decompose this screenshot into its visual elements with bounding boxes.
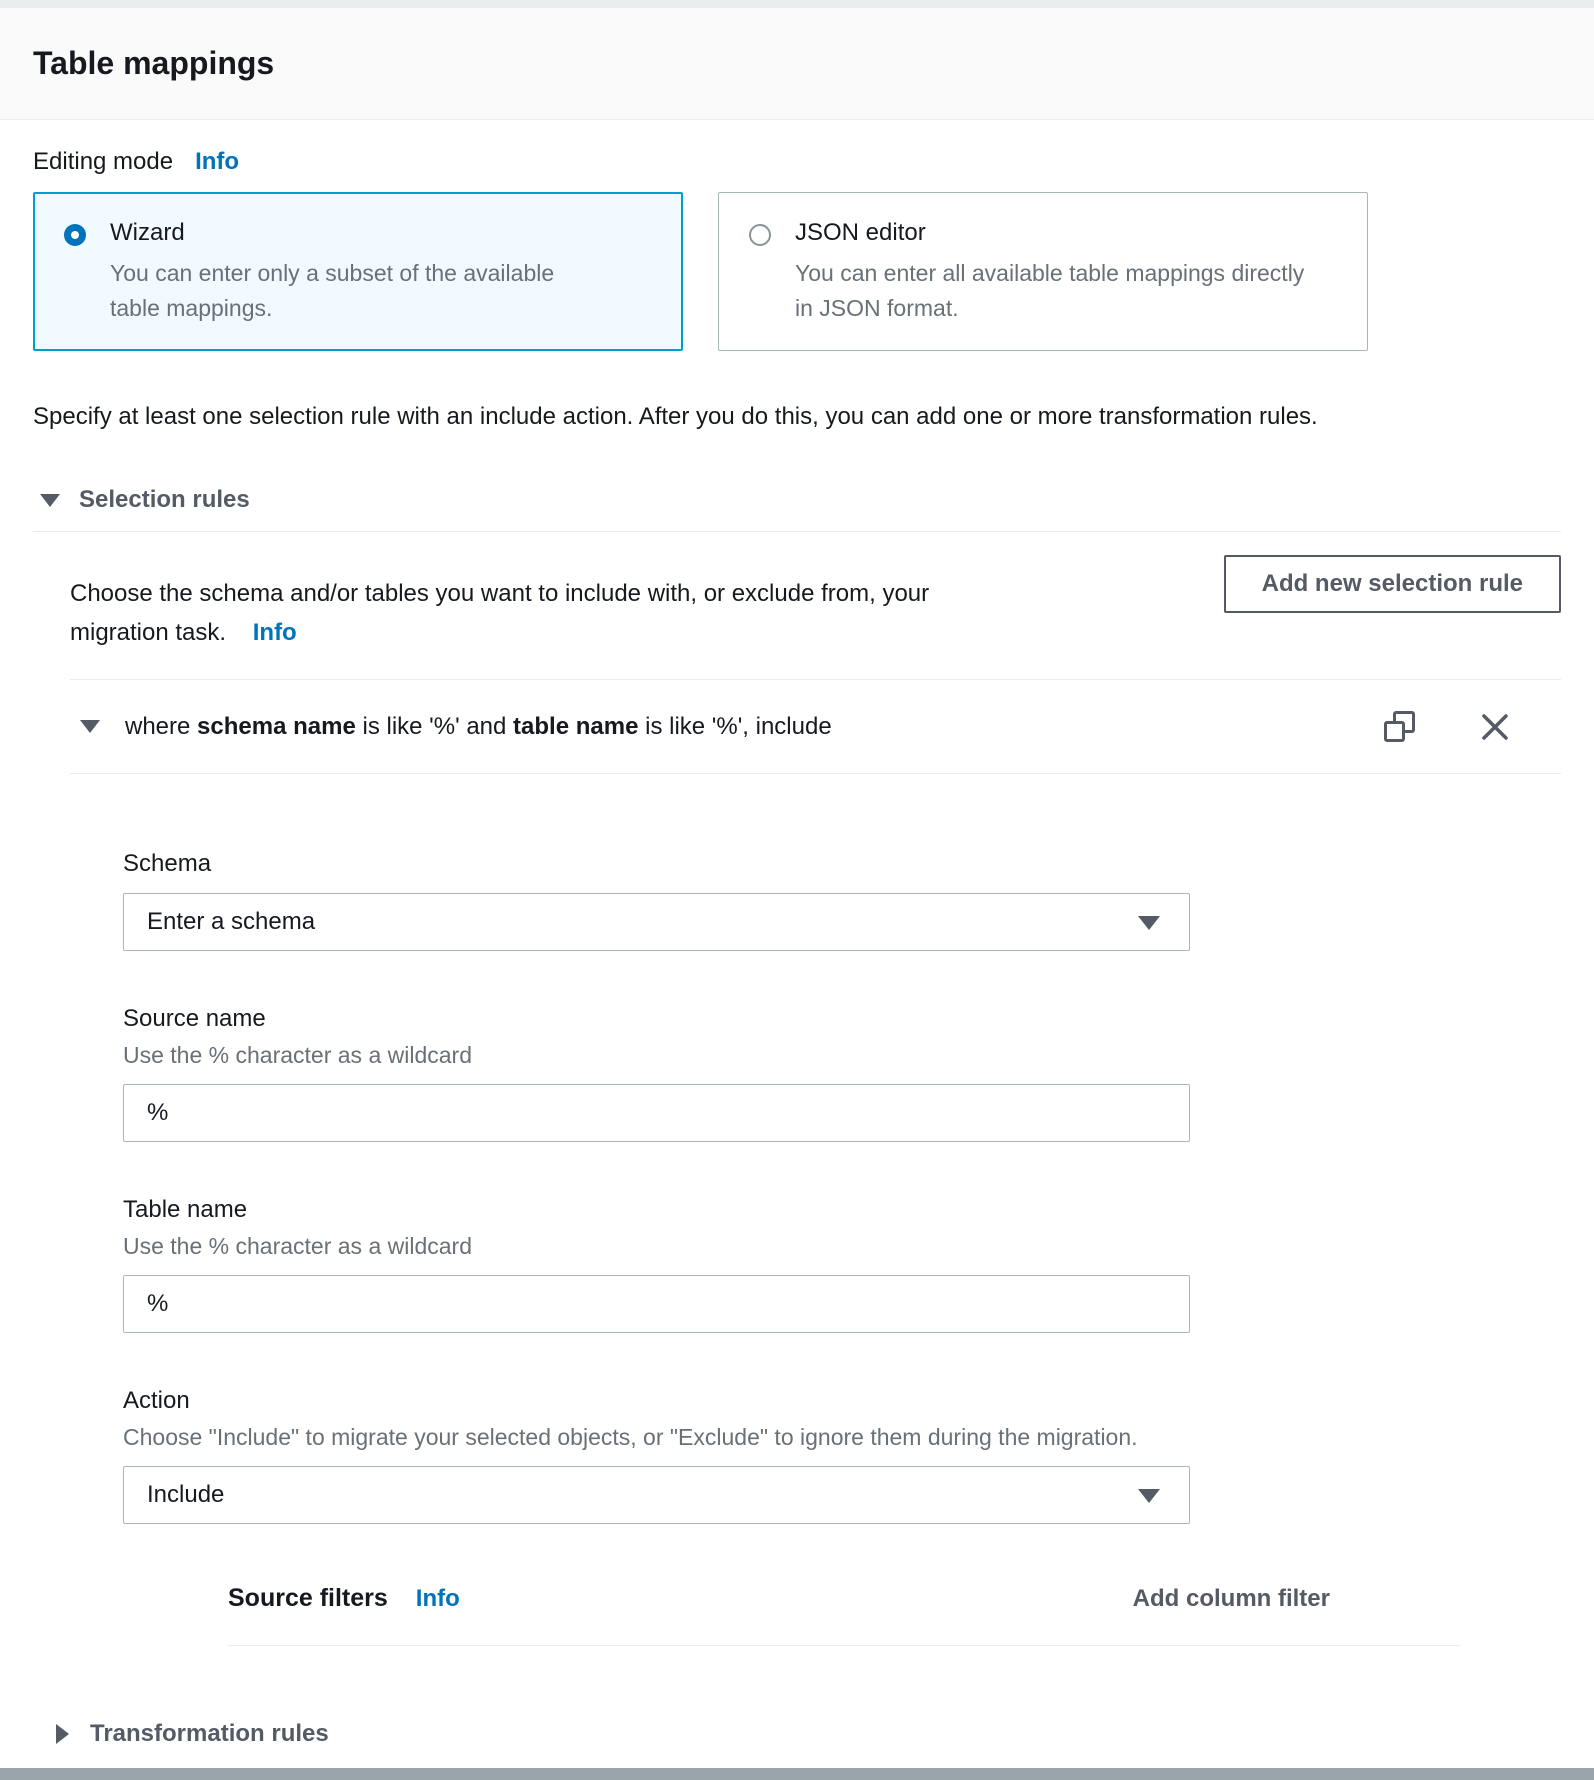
add-column-filter-button[interactable]: Add column filter	[1132, 1585, 1330, 1612]
json-editor-tile-title: JSON editor	[795, 219, 926, 246]
source-name-hint: Use the % character as a wildcard	[123, 1042, 472, 1068]
editing-mode-tiles	[33, 192, 1561, 351]
remove-rule-icon[interactable]	[1479, 711, 1511, 743]
intro-text: Specify at least one selection rule with an include action. After you do this, you can add one or more transformation rules.	[33, 403, 1318, 430]
editing-mode-label: Editing mode	[33, 148, 174, 175]
chevron-down-icon	[40, 494, 60, 507]
divider	[228, 1645, 1460, 1646]
action-select[interactable]	[123, 1466, 1190, 1524]
rule-summary-mid: is like '%' and	[355, 712, 514, 740]
copy-front-square	[1384, 721, 1405, 742]
source-name-input[interactable]	[123, 1084, 1190, 1142]
editing-mode-option-wizard[interactable]	[33, 192, 683, 351]
table-name-label: Table name	[123, 1196, 248, 1223]
action-hint: Choose "Include" to migrate your selected objects, or "Exclude" to ignore them during the migration.	[123, 1424, 1138, 1450]
editing-mode-option-json-editor[interactable]	[718, 192, 1368, 351]
action-label: Action	[123, 1387, 190, 1414]
table-mappings-panel	[0, 148, 1594, 1748]
action-field-group	[123, 1387, 1561, 1524]
table-name-input[interactable]	[123, 1275, 1190, 1333]
rule-summary-table-name: table name	[513, 712, 639, 740]
source-name-field-group	[123, 1005, 1561, 1142]
selection-rules-description	[70, 555, 1025, 652]
rule-actions	[1384, 711, 1511, 743]
editing-mode-row	[33, 148, 1561, 176]
rule-summary-prefix: where	[125, 712, 198, 740]
radio-button-selected-icon[interactable]	[64, 224, 86, 246]
chevron-right-icon	[56, 1724, 69, 1744]
rule-summary-schema-name: schema name	[197, 712, 356, 740]
schema-select-value: Enter a schema	[147, 908, 316, 935]
page-header	[0, 8, 1594, 120]
wizard-tile-description: You can enter only a subset of the available table mappings.	[110, 260, 555, 321]
transformation-rules-title: Transformation rules	[90, 1720, 329, 1747]
table-name-hint: Use the % character as a wildcard	[123, 1233, 472, 1259]
table-name-field-group	[123, 1196, 1561, 1333]
schema-select[interactable]	[123, 893, 1190, 951]
top-strip	[0, 0, 1594, 8]
wizard-tile-title: Wizard	[110, 219, 185, 246]
selection-rules-title: Selection rules	[79, 486, 250, 513]
selection-rules-header[interactable]	[33, 486, 1561, 514]
source-filters-row	[228, 1584, 1460, 1613]
schema-field-group	[123, 850, 1561, 951]
add-new-selection-rule-button[interactable]: Add new selection rule	[1224, 555, 1561, 613]
dropdown-arrow-icon	[1138, 916, 1160, 930]
source-filters-info-link[interactable]: Info	[415, 1585, 460, 1612]
schema-label: Schema	[123, 850, 212, 877]
selection-rule-summary	[125, 713, 832, 741]
radio-button-unselected-icon[interactable]	[749, 224, 771, 246]
json-editor-tile-description: You can enter all available table mappings directly in JSON format.	[795, 260, 1305, 321]
editing-mode-info-link[interactable]: Info	[195, 148, 240, 175]
dropdown-arrow-icon	[1138, 1489, 1160, 1503]
chevron-down-icon	[80, 720, 100, 733]
selection-rule-body	[33, 850, 1561, 1646]
duplicate-rule-icon[interactable]	[1384, 711, 1415, 742]
page-title: Table mappings	[33, 45, 275, 81]
wizard-tile-text	[110, 219, 588, 326]
divider	[70, 773, 1561, 774]
selection-rules-info-link[interactable]: Info	[252, 619, 297, 646]
rule-summary-suffix: is like '%', include	[638, 712, 832, 740]
divider	[33, 531, 1561, 532]
selection-rules-description-text: Choose the schema and/or tables you want to include with, or exclude from, your migration task.	[70, 580, 930, 646]
source-filters-label: Source filters	[228, 1584, 388, 1612]
selection-rule-header[interactable]	[33, 680, 1561, 773]
transformation-rules-header[interactable]	[33, 1720, 1561, 1748]
source-name-label: Source name	[123, 1005, 266, 1032]
selection-rules-description-row	[33, 555, 1561, 652]
bottom-section-edge	[0, 1768, 1594, 1780]
selection-rules-section	[33, 486, 1561, 1646]
json-editor-tile-text	[795, 219, 1311, 326]
action-select-value: Include	[147, 1481, 225, 1508]
